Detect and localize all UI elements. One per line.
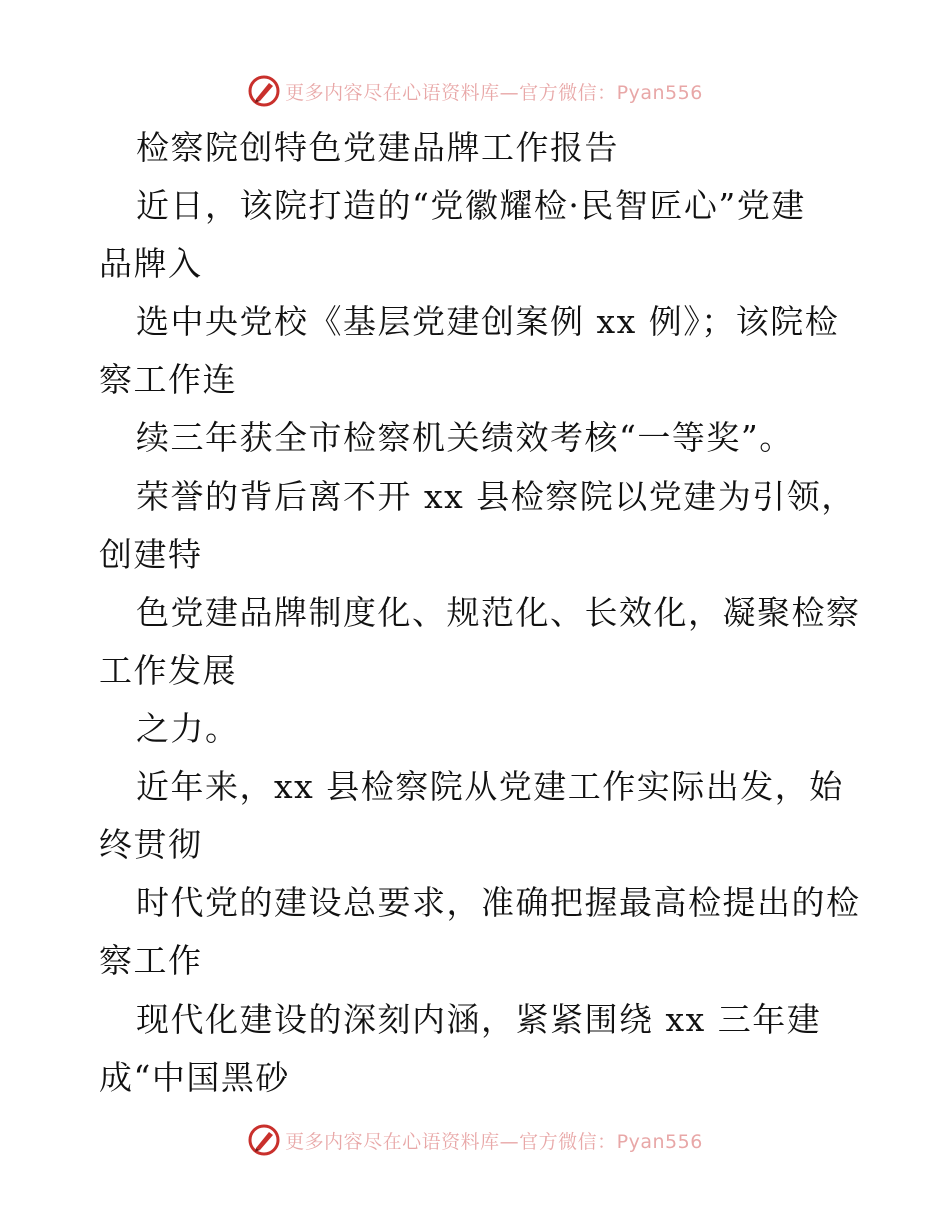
paragraph-line: 近日，该院打造的“党徽耀检·民智匠心”党建 bbox=[136, 186, 806, 225]
paragraph-line: 荣誉的背后离不开 xx 县检察院以党建为引领， bbox=[136, 477, 856, 516]
paragraph-line: 续三年获全市检察机关绩效考核“一等奖”。 bbox=[136, 418, 794, 457]
paragraph-line: 察工作 bbox=[99, 941, 203, 980]
paragraph-line: 察工作连 bbox=[99, 360, 237, 399]
paragraph-line: 时代党的建设总要求，准确把握最高检提出的检 bbox=[136, 883, 861, 922]
paragraph-line: 近年来，xx 县检察院从党建工作实际出发，始 bbox=[136, 767, 844, 806]
pen-logo-icon bbox=[247, 1123, 281, 1157]
footer-banner bbox=[0, 1120, 950, 1160]
banner-text: 更多内容尽在心语资料库—官方微信：Pyan556 bbox=[285, 1130, 703, 1153]
paragraph-line: 品牌入 bbox=[99, 244, 203, 283]
header-banner bbox=[0, 71, 950, 111]
paragraph-line: 创建特 bbox=[99, 535, 203, 574]
paragraph-line: 色党建品牌制度化、规范化、长效化，凝聚检察 bbox=[136, 593, 861, 632]
paragraph-line: 工作发展 bbox=[99, 651, 237, 690]
paragraph-line: 终贯彻 bbox=[99, 825, 203, 864]
paragraph-line: 之力。 bbox=[136, 709, 240, 748]
paragraph-line: 选中央党校《基层党建创案例 xx 例》；该院检 bbox=[136, 302, 840, 341]
paragraph-line: 成“中国黑砂 bbox=[99, 1058, 290, 1097]
banner-text: 更多内容尽在心语资料库—官方微信：Pyan556 bbox=[285, 81, 703, 104]
pen-logo-icon bbox=[247, 74, 281, 108]
document-title: 检察院创特色党建品牌工作报告 bbox=[136, 128, 619, 167]
paragraph-line: 现代化建设的深刻内涵，紧紧围绕 xx 三年建 bbox=[136, 1000, 822, 1039]
